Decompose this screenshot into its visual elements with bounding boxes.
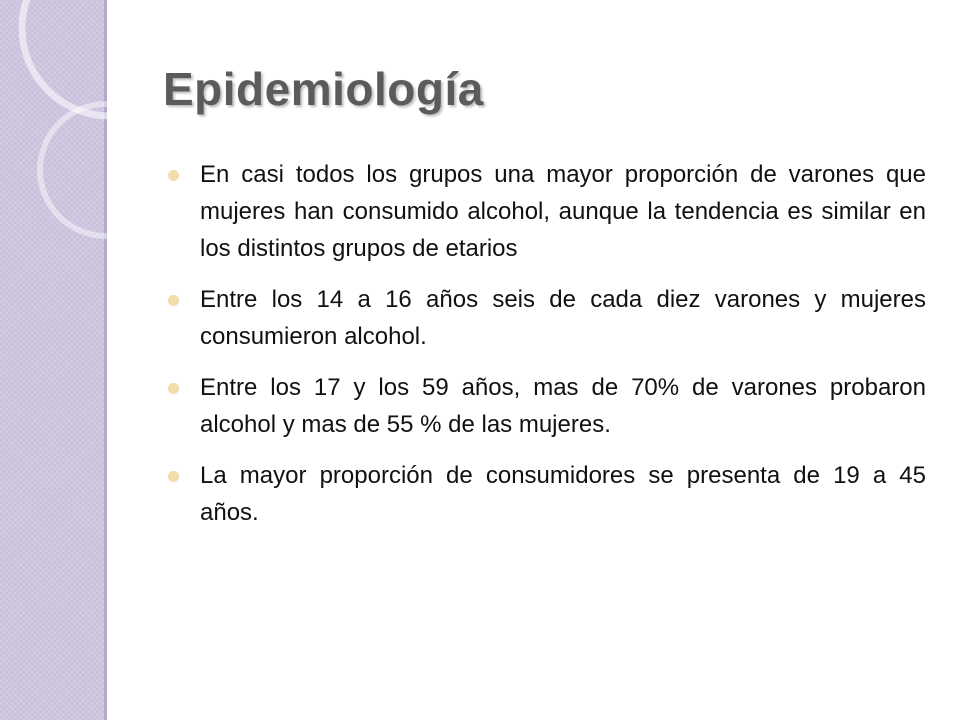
- bullet-item: [168, 281, 926, 355]
- bullet-dot-icon: [168, 383, 179, 394]
- decorative-ring-small: [40, 104, 172, 236]
- bullet-dot-icon: [168, 170, 179, 181]
- bullet-item: [168, 457, 926, 531]
- bullet-text: En casi todos los grupos una mayor proporción de varones que mujeres han consumido alcohol, aunque la tendencia es similar en los distintos grupos de etarios: [200, 161, 926, 262]
- bullet-list: [168, 156, 926, 545]
- bullet-dot-icon: [168, 471, 179, 482]
- slide-title: Epidemiología: [163, 63, 484, 115]
- bullet-item: [168, 369, 926, 443]
- bullet-dot-icon: [168, 295, 179, 306]
- bullet-text: La mayor proporción de consumidores se presenta de 19 a 45 años.: [200, 462, 926, 526]
- bullet-text: Entre los 17 y los 59 años, mas de 70% de varones probaron alcohol y mas de 55 % de las mujeres.: [200, 374, 926, 438]
- bullet-item: [168, 156, 926, 267]
- bullet-text: Entre los 14 a 16 años seis de cada diez varones y mujeres consumieron alcohol.: [200, 286, 926, 350]
